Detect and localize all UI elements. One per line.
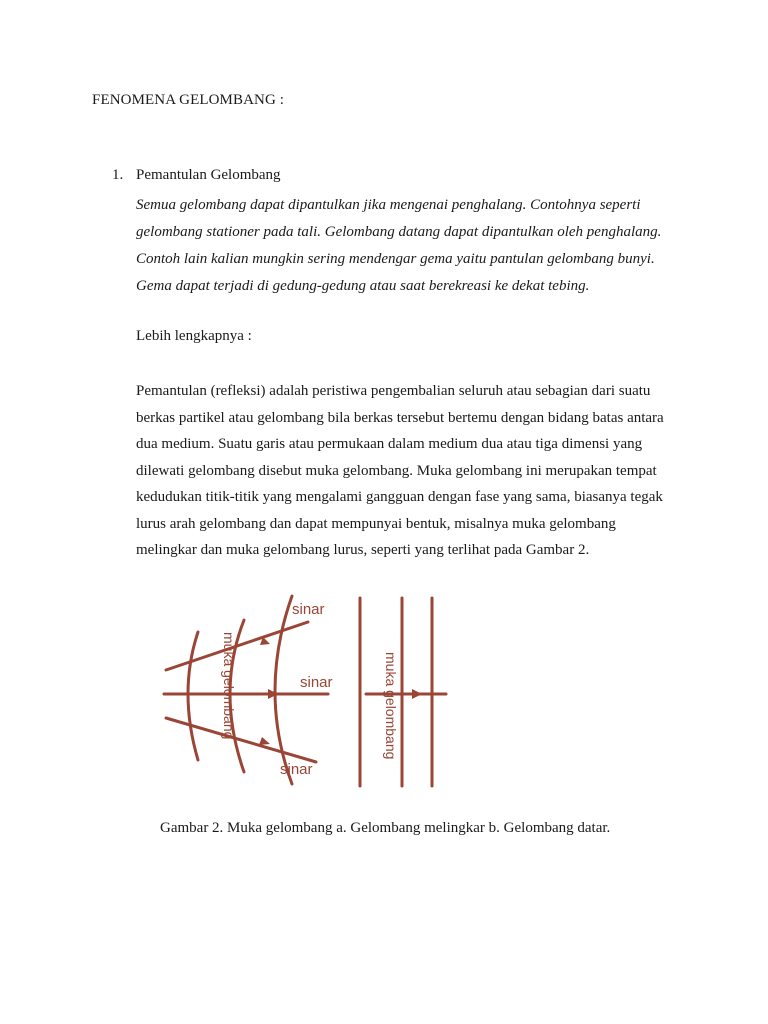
italic-line: Contoh lain kalian mungkin sering mendengar gema yaitu pantulan gelombang bunyi. <box>136 251 655 267</box>
document-title: FENOMENA GELOMBANG : <box>92 92 285 108</box>
paragraph-line: dilewati gelombang disebut muka gelombang. Muka gelombang ini merupakan tempat <box>136 462 657 479</box>
label-sinar-top: sinar <box>292 601 325 618</box>
figure-caption: Gambar 2. Muka gelombang a. Gelombang melingkar b. Gelombang datar. <box>160 820 611 836</box>
label-sinar-middle: sinar <box>300 674 333 691</box>
italic-line: Semua gelombang dapat dipantulkan jika mengenai penghalang. Contohnya seperti <box>136 197 641 213</box>
section-heading: Pemantulan Gelombang <box>136 167 281 183</box>
paragraph-line: lurus arah gelombang dan dapat mempunyai bentuk, misalnya muka gelombang <box>136 515 616 532</box>
arrow-head-icon <box>259 737 270 745</box>
wavefront-figure <box>160 592 460 792</box>
label-sinar-bottom: sinar <box>280 761 313 778</box>
label-muka-gelombang-b: muka gelombang <box>383 652 399 760</box>
paragraph-line: kedudukan titik-titik yang mengalami gangguan dengan fase yang sama, biasanya tegak <box>136 489 663 505</box>
italic-line: gelombang stationer pada tali. Gelombang datang dapat dipantulkan oleh penghalang. <box>136 224 662 240</box>
italic-summary <box>136 192 676 300</box>
paragraph-line: dua medium. Suatu garis atau permukaan dalam medium dua atau tiga dimensi yang <box>136 436 643 452</box>
ray-bottom <box>166 718 316 762</box>
paragraph-line: berkas partikel atau gelombang bila berkas tersebut bertemu dengan bidang batas antara <box>136 409 664 426</box>
more-label: Lebih lengkapnya : <box>136 328 252 344</box>
body-paragraph <box>136 378 696 564</box>
wavefront-arc <box>188 632 198 760</box>
paragraph-line: melingkar dan muka gelombang lurus, seperti yang terlihat pada Gambar 2. <box>136 542 590 558</box>
arrow-head-icon <box>412 689 422 699</box>
italic-line: Gema dapat terjadi di gedung-gedung atau saat berekreasi ke dekat tebing. <box>136 278 590 294</box>
paragraph-line: Pemantulan (refleksi) adalah peristiwa pengembalian seluruh atau sebagian dari suatu <box>136 383 651 399</box>
wavefront-arc <box>275 596 292 784</box>
label-muka-gelombang-a: muka gelombang <box>221 632 237 740</box>
list-number: 1. <box>112 167 124 183</box>
